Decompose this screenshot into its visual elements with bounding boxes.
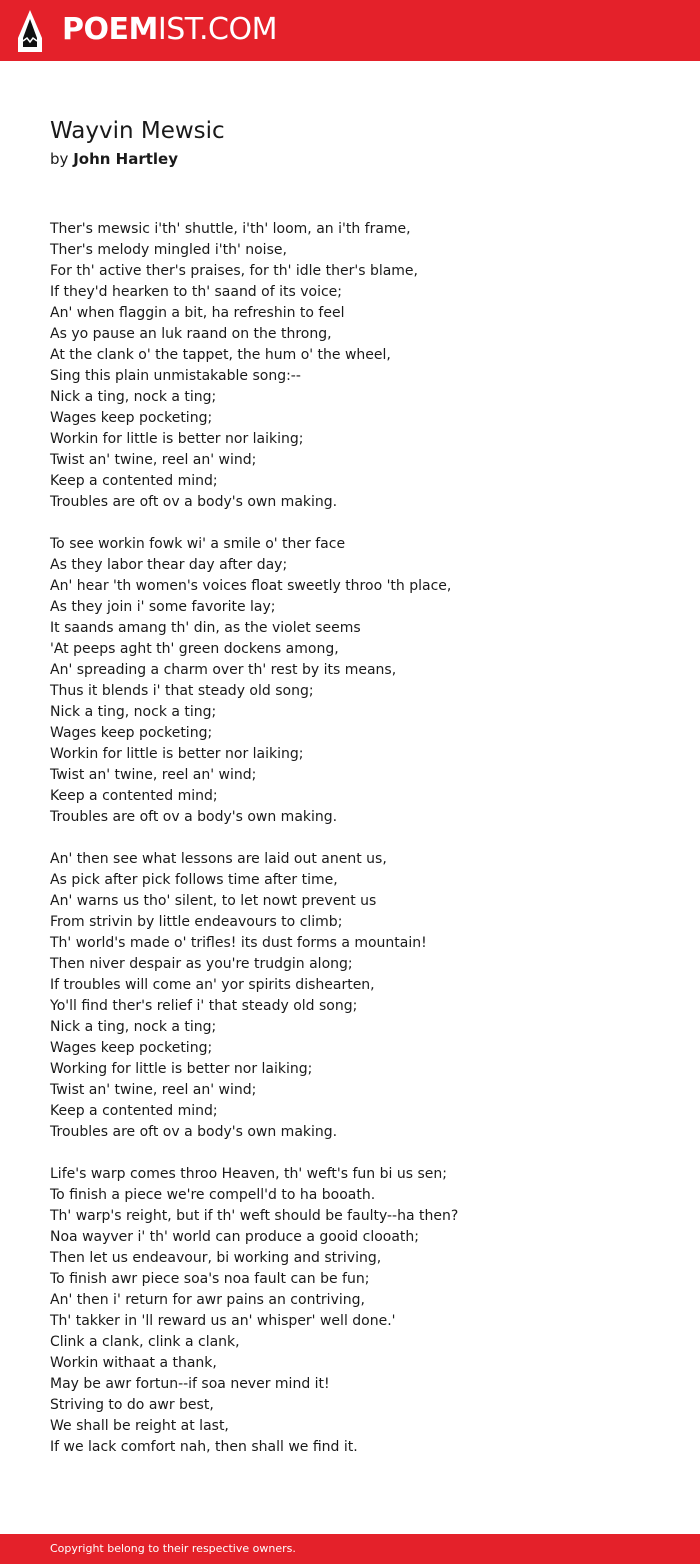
poem-line: Troubles are oft ov a body's own making. <box>50 1124 338 1140</box>
poem-line: An' warns us tho' silent, to let nowt prevent us <box>50 893 377 909</box>
poem-line: At the clank o' the tappet, the hum o' the wheel, <box>50 347 391 363</box>
poem-line: For th' active ther's praises, for th' idle ther's blame, <box>50 263 418 279</box>
poem-line: Ther's mewsic i'th' shuttle, i'th' loom, an i'th frame, <box>50 221 411 237</box>
poem-line: Wages keep pocketing; <box>50 725 213 741</box>
poem-line: Sing this plain unmistakable song:-- <box>50 368 301 384</box>
poem-line: Workin for little is better nor laiking; <box>50 746 304 762</box>
poem-line: Th' world's made o' trifles! its dust forms a mountain! <box>50 935 427 951</box>
poem-line: Thus it blends i' that steady old song; <box>50 683 314 699</box>
poem-line: An' when flaggin a bit, ha refreshin to feel <box>50 305 345 321</box>
poem-line: To finish a piece we're compell'd to ha booath. <box>50 1187 376 1203</box>
poem-line: Nick a ting, nock a ting; <box>50 704 217 720</box>
poem-line: As yo pause an luk raand on the throng, <box>50 326 332 342</box>
poem-line: Keep a contented mind; <box>50 1103 218 1119</box>
author-name: John Hartley <box>73 150 178 168</box>
poem-line: If we lack comfort nah, then shall we find it. <box>50 1439 358 1455</box>
poem-line: From strivin by little endeavours to climb; <box>50 914 343 930</box>
poem-line: Troubles are oft ov a body's own making. <box>50 494 338 510</box>
by-label: by <box>50 150 69 168</box>
poem-line: Working for little is better nor laiking; <box>50 1061 313 1077</box>
poem-line: Workin withaat a thank, <box>50 1355 217 1371</box>
poem-line: As they labor thear day after day; <box>50 557 288 573</box>
poem-line: Keep a contented mind; <box>50 473 218 489</box>
poem-stanza <box>50 1164 670 1458</box>
poem-byline <box>50 149 178 169</box>
poem-line: We shall be reight at last, <box>50 1418 229 1434</box>
poem-line: As pick after pick follows time after time, <box>50 872 338 888</box>
poem-line: Twist an' twine, reel an' wind; <box>50 452 257 468</box>
site-footer <box>0 1534 700 1564</box>
poem-line: If they'd hearken to th' saand of its voice; <box>50 284 342 300</box>
poem-line: Th' warp's reight, but if th' weft should be faulty--ha then? <box>50 1208 459 1224</box>
poem-body <box>50 219 670 1479</box>
poem-line: 'At peeps aght th' green dockens among, <box>50 641 339 657</box>
poem-line: Twist an' twine, reel an' wind; <box>50 767 257 783</box>
poem-line: As they join i' some favorite lay; <box>50 599 276 615</box>
poem-line: Workin for little is better nor laiking; <box>50 431 304 447</box>
poem-line: Yo'll find ther's relief i' that steady old song; <box>50 998 358 1014</box>
poem-line: To finish awr piece soa's noa fault can be fun; <box>50 1271 370 1287</box>
poem-line: An' then see what lessons are laid out anent us, <box>50 851 387 867</box>
logo-bold-text: POEM <box>62 12 158 47</box>
poem-line: Troubles are oft ov a body's own making. <box>50 809 338 825</box>
poem-line: It saands amang th' din, as the violet seems <box>50 620 361 636</box>
poem-line: An' then i' return for awr pains an contriving, <box>50 1292 365 1308</box>
poem-stanza <box>50 534 670 828</box>
site-header <box>0 0 700 61</box>
pencil-tip-icon[interactable] <box>18 10 42 52</box>
copyright-text: Copyright belong to their respective owners. <box>50 1542 296 1555</box>
poem-line: Then let us endeavour, bi working and striving, <box>50 1250 382 1266</box>
logo-light-text: IST.COM <box>157 12 277 47</box>
poem-line: Th' takker in 'll reward us an' whisper' well done.' <box>50 1313 396 1329</box>
poem-line: Nick a ting, nock a ting; <box>50 389 217 405</box>
poem-line: Striving to do awr best, <box>50 1397 214 1413</box>
poem-line: An' spreading a charm over th' rest by its means, <box>50 662 397 678</box>
poem-title: Wayvin Mewsic <box>50 118 225 144</box>
poem-line: Twist an' twine, reel an' wind; <box>50 1082 257 1098</box>
poem-stanza <box>50 849 670 1143</box>
site-logo[interactable] <box>62 12 277 48</box>
poem-line: To see workin fowk wi' a smile o' ther face <box>50 536 346 552</box>
poem-line: Ther's melody mingled i'th' noise, <box>50 242 287 258</box>
poem-line: An' hear 'th women's voices float sweetly throo 'th place, <box>50 578 452 594</box>
poem-line: Wages keep pocketing; <box>50 410 213 426</box>
poem-stanza <box>50 219 670 513</box>
poem-line: Then niver despair as you're trudgin along; <box>50 956 353 972</box>
poem-line: Wages keep pocketing; <box>50 1040 213 1056</box>
poem-line: May be awr fortun--if soa never mind it! <box>50 1376 330 1392</box>
poem-line: Life's warp comes throo Heaven, th' weft's fun bi us sen; <box>50 1166 447 1182</box>
poem-line: Keep a contented mind; <box>50 788 218 804</box>
poem-line: If troubles will come an' yor spirits dishearten, <box>50 977 375 993</box>
poem-line: Noa wayver i' th' world can produce a gooid clooath; <box>50 1229 420 1245</box>
poem-line: Nick a ting, nock a ting; <box>50 1019 217 1035</box>
poem-line: Clink a clank, clink a clank, <box>50 1334 240 1350</box>
